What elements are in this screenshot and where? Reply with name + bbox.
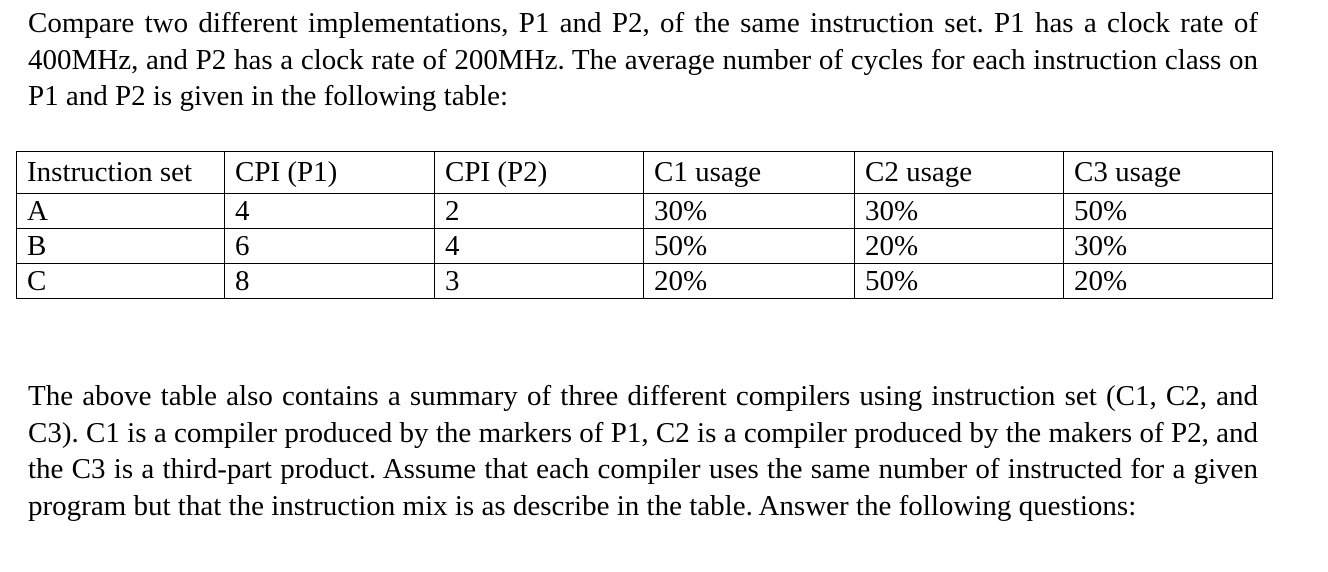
header-cpi-p1: CPI (P1)	[225, 152, 435, 194]
table-row	[17, 194, 1273, 229]
table-cell: 8	[225, 264, 435, 299]
cpi-table	[16, 151, 1273, 299]
table-cell: 50%	[855, 264, 1064, 299]
outro-paragraph: The above table also contains a summary of three different compilers using instruction set (C1, C2, and C3). C1 is a compiler produced by the markers of P1, C2 is a compiler produced by the makers of P2, and the C3 is a third-part product. Assume that each compiler uses the same number of instructed for a given program but that the instruction mix is as describe in the table. Answer the following questions:	[28, 380, 1258, 522]
table-row	[17, 229, 1273, 264]
table-cell: 4	[225, 194, 435, 229]
table-cell: A	[17, 194, 225, 229]
table-cell: 30%	[1064, 229, 1273, 264]
table-cell: 3	[435, 264, 644, 299]
table-cell: B	[17, 229, 225, 264]
table-cell: 20%	[644, 264, 855, 299]
table-cell: 6	[225, 229, 435, 264]
table-cell: 4	[435, 229, 644, 264]
table-cell: 50%	[644, 229, 855, 264]
header-instruction-set: Instruction set	[17, 152, 225, 194]
table-cell: 2	[435, 194, 644, 229]
header-c2-usage: C2 usage	[855, 152, 1064, 194]
header-c3-usage: C3 usage	[1064, 152, 1273, 194]
table-cell: C	[17, 264, 225, 299]
header-c1-usage: C1 usage	[644, 152, 855, 194]
table-cell: 20%	[1064, 264, 1273, 299]
table-cell: 30%	[644, 194, 855, 229]
table-cell: 50%	[1064, 194, 1273, 229]
table-cell: 20%	[855, 229, 1064, 264]
header-cpi-p2: CPI (P2)	[435, 152, 644, 194]
intro-paragraph: Compare two different implementations, P1 and P2, of the same instruction set. P1 has a clock rate of 400MHz, and P2 has a clock rate of 200MHz. The average number of cycles for each instruction class on P1 and P2 is given in the following table:	[28, 7, 1258, 112]
cpi-table-container	[16, 151, 1273, 299]
table-row	[17, 264, 1273, 299]
table-cell: 30%	[855, 194, 1064, 229]
table-header-row	[17, 152, 1273, 194]
